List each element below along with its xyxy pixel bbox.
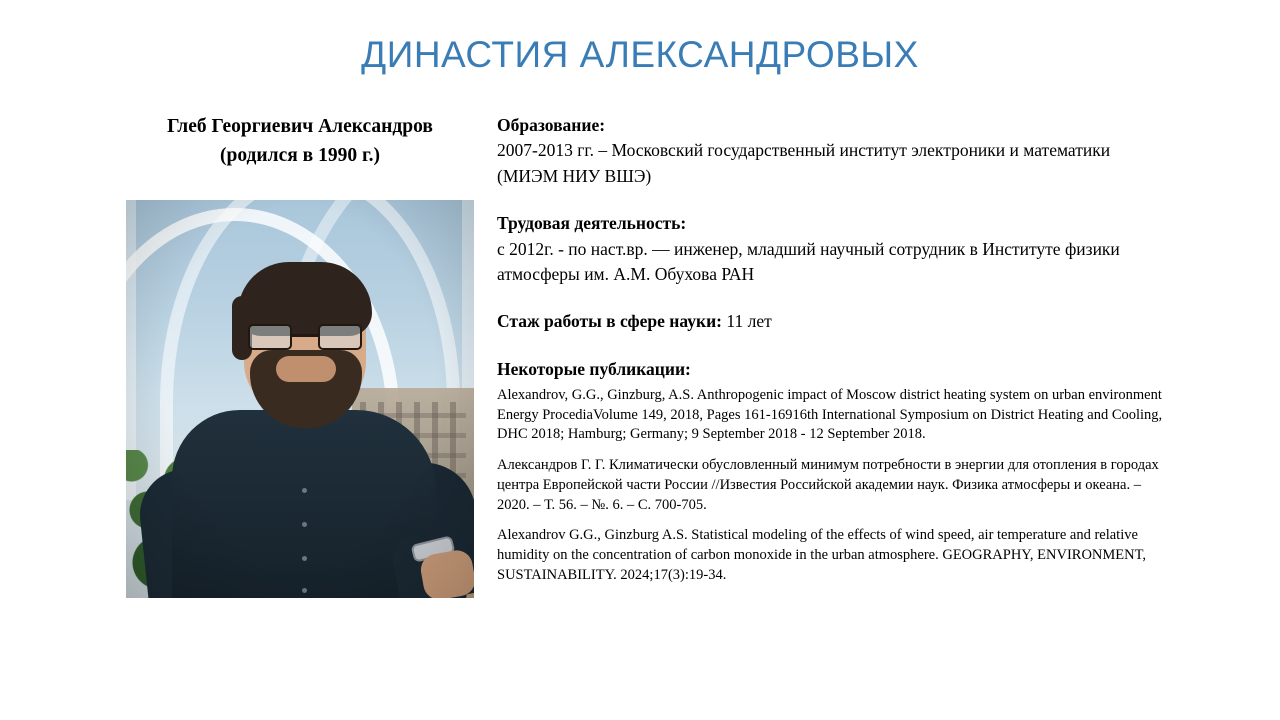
experience-line: [497, 309, 1165, 334]
work-text: с 2012г. - по наст.вр. — инженер, младший научный сотрудник в Институте физики атмосферы им. А.М. Обухова РАН: [497, 238, 1120, 284]
experience-heading: Стаж работы в сфере науки:: [497, 311, 722, 332]
person-photo: [126, 200, 474, 598]
page-title: ДИНАСТИЯ АЛЕКСАНДРОВЫХ: [361, 34, 919, 75]
experience-block: [497, 309, 1165, 334]
publications-heading: Некоторые публикации:: [497, 358, 691, 379]
spacer-3: [497, 335, 1165, 357]
person-name-line-2: (родился в 1990 г.): [220, 145, 380, 167]
work-heading: Трудовая деятельность:: [497, 213, 687, 234]
publications-list: [497, 386, 1165, 585]
biography-text: [497, 113, 1165, 596]
spacer-2: [497, 287, 1165, 309]
publications-block: [497, 357, 1165, 586]
work-block: [497, 211, 1165, 287]
education-heading: Образование:: [497, 115, 606, 135]
list-item: Александров Г. Г. Климатически обусловленный минимум потребности в энергии для отопления в городах центра Европейской части России //Известия Российской академии наук. Физика атмосферы и океана. – 2020. – Т. 56. – №. 6. – С. 700-705.: [497, 457, 1159, 513]
person-name: [110, 112, 490, 171]
person-name-line-1: Глеб Георгиевич Александров: [167, 116, 433, 137]
list-item: Alexandrov G.G., Ginzburg A.S. Statistical modeling of the effects of wind speed, air temperature and relative humidity on the concentration of carbon monoxide in the urban atmosphere. GEOGRAPHY, ENVIRONMENT, SUSTAINABILITY. 2024;17(3):19-34.: [497, 527, 1147, 583]
education-block: [497, 113, 1165, 189]
photo-vignette: [126, 200, 474, 598]
education-text: 2007-2013 гг. – Московский государственный институт электроники и математики (МИЭМ НИУ ВШЭ): [497, 140, 1111, 186]
spacer-1: [497, 189, 1165, 211]
experience-value: 11 лет: [726, 311, 772, 332]
list-item: Alexandrov, G.G., Ginzburg, A.S. Anthropogenic impact of Moscow district heating system on urban environment Energy ProcediaVolume 149, 2018, Pages 161-16916th International Symposium on District Heating and Cooling, DHC 2018; Hamburg; Germany; 9 September 2018 - 12 September 2018.: [497, 387, 1163, 443]
